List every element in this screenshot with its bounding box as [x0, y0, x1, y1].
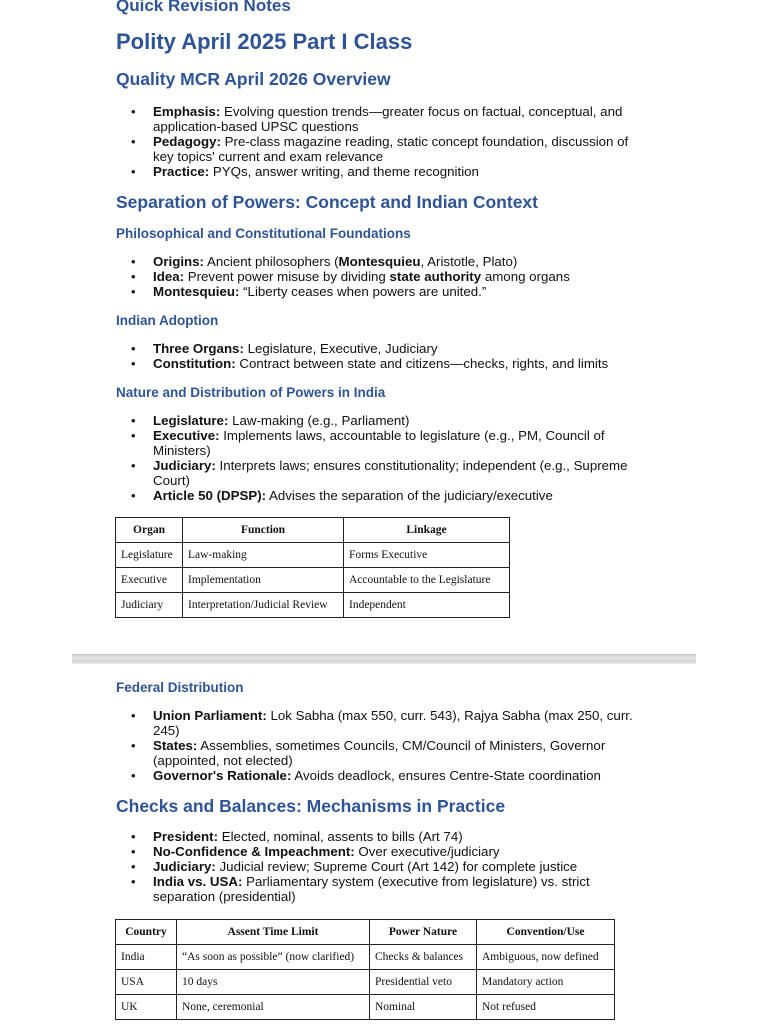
- table-header-row: [116, 920, 615, 945]
- table-row: [116, 945, 615, 970]
- table-header: Power Nature: [370, 920, 477, 945]
- table-cell: Legislature: [116, 543, 183, 568]
- list-item: • Emphasis: Evolving question trends—greater focus on factual, conceptual, and application-based UPSC questions: [131, 104, 651, 134]
- list-item: • Idea: Prevent power misuse by dividing state authority among organs: [131, 269, 651, 284]
- table-header: Function: [183, 518, 344, 543]
- separation-heading: Separation of Powers: Concept and Indian Context: [116, 192, 538, 212]
- table-cell: Forms Executive: [344, 543, 510, 568]
- list-item: • Constitution: Contract between state and citizens—checks, rights, and limits: [131, 356, 651, 371]
- table-header: Country: [116, 920, 177, 945]
- table-cell: Law-making: [183, 543, 344, 568]
- list-item: • President: Elected, nominal, assents to bills (Art 74): [131, 829, 651, 844]
- table-header: Linkage: [344, 518, 510, 543]
- list-item: • Executive: Implements laws, accountable to legislature (e.g., PM, Council of Ministers): [131, 428, 651, 458]
- table-cell: Accountable to the Legislature: [344, 568, 510, 593]
- list-item: • Origins: Ancient philosophers (Montesquieu, Aristotle, Plato): [131, 254, 651, 269]
- table-row: [116, 970, 615, 995]
- list-item: • Judiciary: Judicial review; Supreme Court (Art 142) for complete justice: [131, 859, 651, 874]
- list-item: • Montesquieu: “Liberty ceases when powers are united.”: [131, 284, 651, 299]
- list-item: • Legislature: Law-making (e.g., Parliament): [131, 413, 651, 428]
- table-cell: Interpretation/Judicial Review: [183, 593, 344, 618]
- checks-list: [131, 829, 651, 904]
- table-cell: 10 days: [177, 970, 370, 995]
- country-table: [115, 919, 615, 1020]
- adoption-list: [131, 341, 651, 371]
- list-item: • Union Parliament: Lok Sabha (max 550, curr. 543), Rajya Sabha (max 250, curr. 245): [131, 708, 651, 738]
- table-row: [116, 593, 510, 618]
- overview-list: [131, 104, 651, 179]
- table-header: Convention/Use: [477, 920, 615, 945]
- table-cell: Not refused: [477, 995, 615, 1020]
- table-header: Assent Time Limit: [177, 920, 370, 945]
- table-cell: Independent: [344, 593, 510, 618]
- page-title: Polity April 2025 Part I Class: [116, 29, 413, 54]
- checks-heading: Checks and Balances: Mechanisms in Practice: [116, 796, 506, 816]
- table-cell: UK: [116, 995, 177, 1020]
- table-cell: Implementation: [183, 568, 344, 593]
- doc-top-label: Quick Revision Notes: [116, 0, 291, 15]
- table-header: Organ: [116, 518, 183, 543]
- page-divider: [72, 654, 696, 664]
- list-item: • No-Confidence & Impeachment: Over executive/judiciary: [131, 844, 651, 859]
- table-cell: Executive: [116, 568, 183, 593]
- table-row: [116, 568, 510, 593]
- table-row: [116, 995, 615, 1020]
- nature-heading: Nature and Distribution of Powers in India: [116, 385, 386, 400]
- organ-table: [115, 517, 510, 618]
- list-item: • Three Organs: Legislature, Executive, Judiciary: [131, 341, 651, 356]
- table-cell: India: [116, 945, 177, 970]
- list-item: • States: Assemblies, sometimes Councils, CM/Council of Ministers, Governor (appointed, not elected): [131, 738, 651, 768]
- table-cell: Ambiguous, now defined: [477, 945, 615, 970]
- table-cell: Checks & balances: [370, 945, 477, 970]
- foundations-heading: Philosophical and Constitutional Foundations: [116, 226, 411, 241]
- federal-list: [131, 708, 651, 783]
- list-item: • India vs. USA: Parliamentary system (executive from legislature) vs. strict separation (presidential): [131, 874, 651, 904]
- list-item: • Judiciary: Interprets laws; ensures constitutionality; independent (e.g., Supreme Court): [131, 458, 651, 488]
- list-item: • Governor's Rationale: Avoids deadlock, ensures Centre-State coordination: [131, 768, 651, 783]
- adoption-heading: Indian Adoption: [116, 313, 219, 328]
- table-cell: None, ceremonial: [177, 995, 370, 1020]
- table-row: [116, 543, 510, 568]
- nature-list: [131, 413, 651, 503]
- table-cell: “As soon as possible” (now clarified): [177, 945, 370, 970]
- federal-heading: Federal Distribution: [116, 680, 244, 695]
- foundations-list: [131, 254, 651, 299]
- table-cell: USA: [116, 970, 177, 995]
- list-item: • Pedagogy: Pre-class magazine reading, static concept foundation, discussion of key topics' current and exam relevance: [131, 134, 651, 164]
- table-cell: Judiciary: [116, 593, 183, 618]
- table-cell: Nominal: [370, 995, 477, 1020]
- table-cell: Mandatory action: [477, 970, 615, 995]
- overview-heading: Quality MCR April 2026 Overview: [116, 69, 391, 89]
- list-item: • Article 50 (DPSP): Advises the separation of the judiciary/executive: [131, 488, 651, 503]
- table-cell: Presidential veto: [370, 970, 477, 995]
- table-header-row: [116, 518, 510, 543]
- list-item: • Practice: PYQs, answer writing, and theme recognition: [131, 164, 651, 179]
